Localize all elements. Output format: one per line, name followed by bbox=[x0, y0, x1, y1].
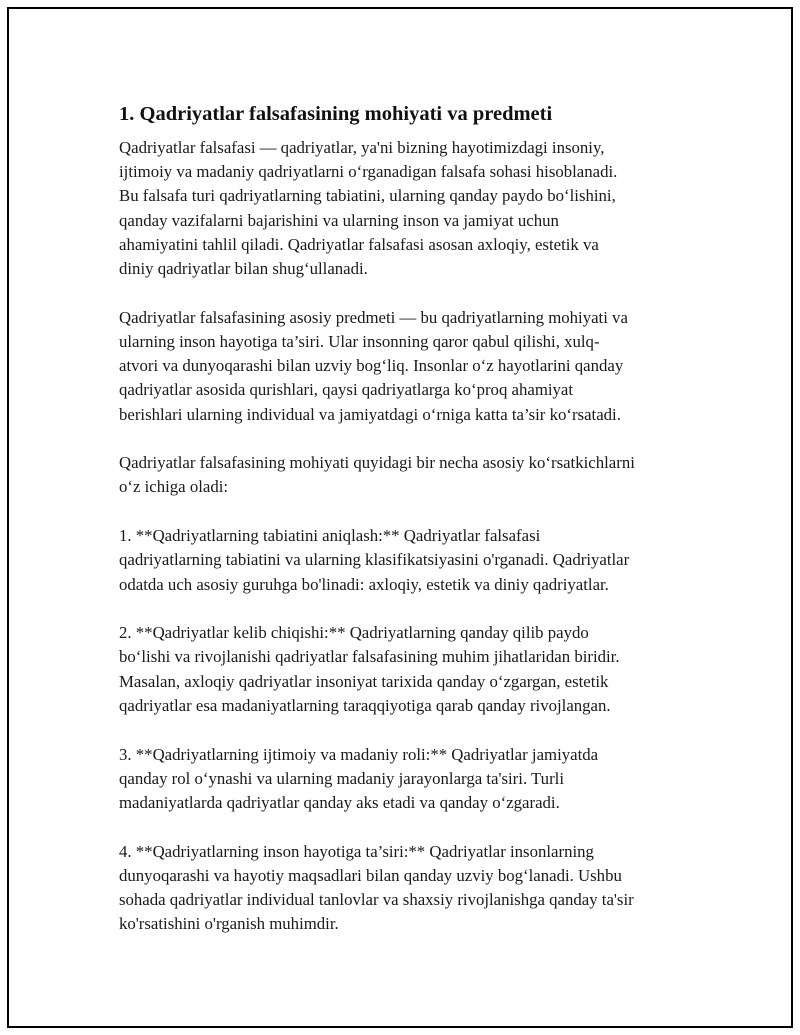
document-body bbox=[119, 100, 699, 961]
text-line: 3. **Qadriyatlarning ijtimoiy va madaniy roli:** Qadriyatlar jamiyatda bbox=[119, 744, 599, 764]
text-line: ahamiyatini tahlil qiladi. Qadriyatlar falsafasi asosan axloqiy, estetik va bbox=[119, 234, 599, 254]
text-line: 2. **Qadriyatlar kelib chiqishi:** Qadriyatlarning qanday qilib paydo bbox=[119, 623, 589, 643]
text-line: qadriyatlar asosida qurishlari, qaysi qadriyatlarga ko‘proq ahamiyat bbox=[119, 380, 574, 400]
list-item-1 bbox=[119, 524, 699, 597]
text-line: 1. **Qadriyatlarning tabiatini aniqlash:** Qadriyatlar falsafasi bbox=[119, 526, 541, 546]
text-line: qanday vazifalarni bajarishini va ularning inson va jamiyat uchun bbox=[119, 210, 559, 230]
text-line: Bu falsafa turi qadriyatlarning tabiatini, ularning qanday paydo bo‘lishini, bbox=[119, 186, 616, 206]
document-title: 1. Qadriyatlar falsafasining mohiyati va predmeti bbox=[119, 103, 553, 125]
list-item-4 bbox=[119, 840, 699, 937]
text-line: diniy qadriyatlar bilan shug‘ullanadi. bbox=[119, 259, 368, 279]
text-line: Qadriyatlar falsafasining mohiyati quyidagi bir necha asosiy ko‘rsatkichlarni bbox=[119, 453, 635, 473]
paragraph-essence bbox=[119, 451, 699, 499]
text-line: bo‘lishi va rivojlanishi qadriyatlar falsafasining muhim jihatlaridan biridir. bbox=[119, 647, 620, 667]
text-line: 4. **Qadriyatlarning inson hayotiga ta’siri:** Qadriyatlar insonlarning bbox=[119, 841, 594, 861]
text-line: madaniyatlarda qadriyatlar qanday aks etadi va qanday o‘zgaradi. bbox=[119, 792, 560, 812]
text-line: Qadriyatlar falsafasi — qadriyatlar, ya'ni bizning hayotimizdagi insoniy, bbox=[119, 138, 605, 157]
text-line: ularning inson hayotiga ta’siri. Ular insonning qaror qabul qilishi, xulq- bbox=[119, 331, 600, 351]
text-line: qadriyatlar esa madaniyatlarning taraqqiyotiga qarab qanday rivojlangan. bbox=[119, 695, 611, 715]
text-line: atvori va dunyoqarashi bilan uzviy bog‘liq. Insonlar o‘z hayotlarini qanday bbox=[119, 356, 624, 376]
text-line: qadriyatlarning tabiatini va ularning klasifikatsiyasini o'rganadi. Qadriyatlar bbox=[119, 550, 630, 570]
text-line: Masalan, axloqiy qadriyatlar insoniyat tarixida qanday o‘zgargan, estetik bbox=[119, 671, 609, 691]
paragraph-subject bbox=[119, 306, 699, 427]
text-line: ijtimoiy va madaniy qadriyatlarni o‘rganadigan falsafa sohasi hisoblanadi. bbox=[119, 162, 618, 182]
list-item-2 bbox=[119, 621, 699, 718]
text-line: dunyoqarashi va hayotiy maqsadlari bilan qanday uzviy bog‘lanadi. Ushbu bbox=[119, 865, 622, 885]
text-line: sohada qadriyatlar individual tanlovlar va shaxsiy rivojlanishga qanday ta'sir bbox=[119, 890, 634, 910]
list-item-3 bbox=[119, 743, 699, 816]
text-line: ko'rsatishini o'rganish muhimdir. bbox=[119, 914, 339, 934]
text-line: o‘z ichiga oladi: bbox=[119, 477, 229, 497]
text-line: odatda uch asosiy guruhga bo'linadi: axloqiy, estetik va diniy qadriyatlar. bbox=[119, 574, 609, 594]
page-border bbox=[7, 7, 793, 1028]
text-line: qanday rol o‘ynashi va ularning madaniy jarayonlarga ta'siri. Turli bbox=[119, 768, 564, 788]
text-line: berishlari ularning individual va jamiyatdagi o‘rniga katta ta’sir ko‘rsatadi. bbox=[119, 404, 621, 424]
paragraph-intro bbox=[119, 136, 699, 281]
text-line: Qadriyatlar falsafasining asosiy predmeti — bu qadriyatlarning mohiyati va bbox=[119, 307, 628, 327]
